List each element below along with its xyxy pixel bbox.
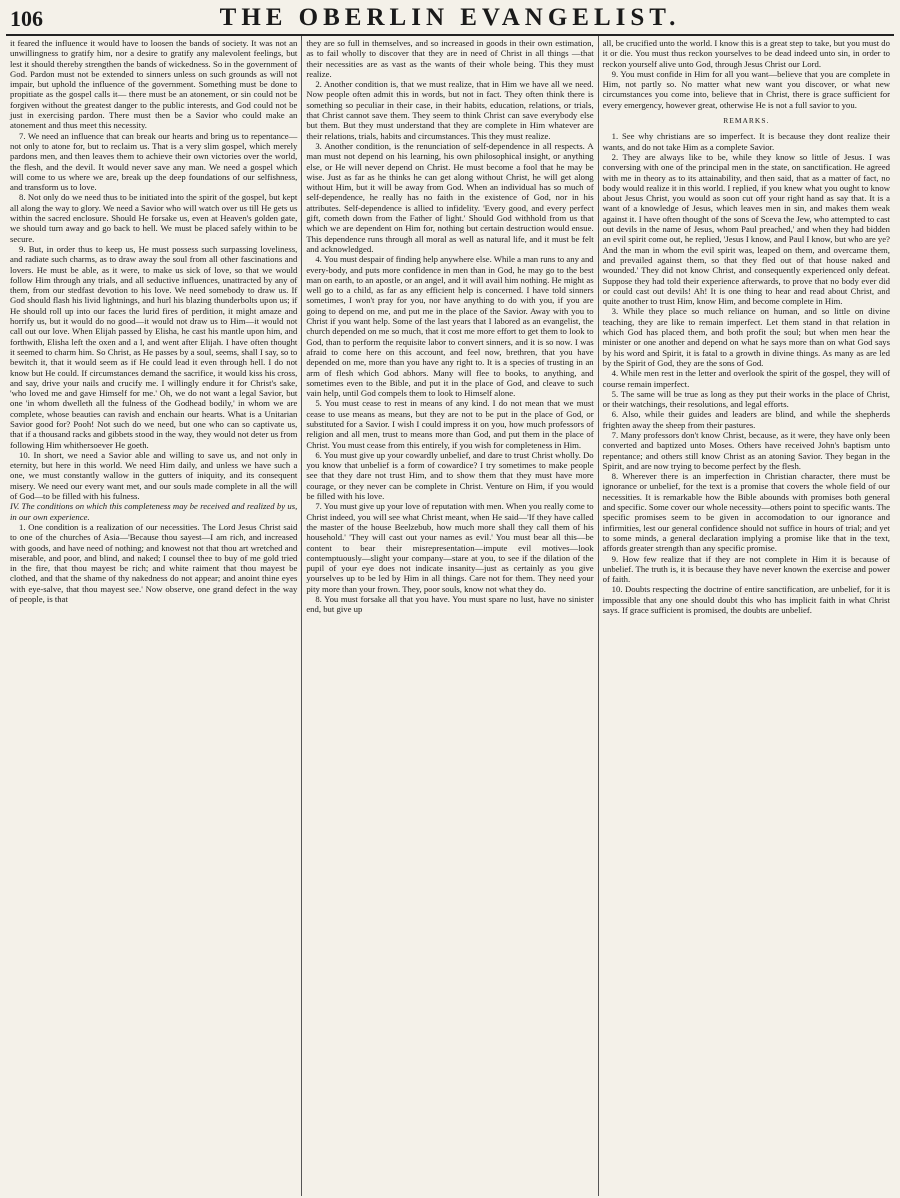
text-columns	[6, 36, 894, 1196]
paragraph: 8. You must forsake all that you have. You must spare no lust, have no sinister end, but give up	[306, 594, 594, 615]
paragraph: 9. But, in order thus to keep us, He must possess such surpassing loveliness, and radiate such charms, as to draw away the soul from all other fascinations and lovers. He must be able, as it were, to make us sick of love, so that we would follow Him through any trials, and all seductive influences, unattracted by any of them, from our stedfast devotion to his love. We need somebody to draw us. If God should flash his livid lightnings, and hurl his blazing thunderbolts upon us; if He should roll up into our faces the lurid fires of perdition, it might amaze and horrify us, but it would do no good—it would not draw us to Him—it would not call out our love. When Elijah passed by Elisha, he cast his mantle upon him, and forthwith, Elisha left the oxen and a l, and went after Elijah. I have often thought it seemed to charm him. So Christ, as He passes by a soul, seems, shall I say, so to bewitch it, that it would seem as if He could lead it even through hell. I do not know but He could. If circumstances demand the sacrifice, it would kiss his cross, and say, drive your nails and crucify me. I willingly endure it for Christ's sake, 'who loved me and gave Himself for me.' Oh, we do not want a legal Savior, but one 'in whom dwelleth all the fulness of the Godhead bodily,' in whom we are complete, whose beauties can ravish and enchain our hearts. What is a Unitarian Savior good for? Pooh! Not such do we need, but one who can so captivate us, that if a thousand racks and gibbets stood in the way, they would not deter us from following Him whithersoever He goeth.	[10, 243, 298, 450]
remarks-heading: REMARKS.	[723, 116, 770, 126]
paragraph: 4. You must despair of finding help anywhere else. While a man runs to any and every-body, and puts more confidence in men than in God, he may go to the best man on earth, to an apostle, or an angel, and it will avail him nothing. He might as well go to a child, as far as any efficient help is concerned. I have told sinners sometimes, I won't pray for you, nor have anything to do with you, if you are going to depend on me, and put me in the place of the Savior. Away with you to Christ if you want help. Some of the last years that I labored as an evangelist, the church depended on me so much, that it cost me more effort to get them to look to God, than to perform the requisite labor to convert sinners, and it is so now. I was afraid to come here on this account, and feel now, brethren, that you have depended on me, more than you have any right to. It is a species of trusting in an arm of flesh which God abhors. Many will flee to books, to anything, and sometimes even to the Bible, and put it in the place of God, and cleave to such vain help, until God compels them to look to Himself alone.	[306, 254, 594, 399]
journal-title: THE OBERLIN EVANGELIST.	[219, 4, 681, 31]
paragraph: 8. Not only do we need thus to be initiated into the spirit of the gospel, but kept all along the way to glory. We need a Savior who will watch over us till He gets us within the sacred enclosure. Should He forsake us, even at Heaven's golden gate, we should turn away and go back to hell. We must be placed safely within to be secure.	[10, 192, 298, 244]
paragraph: 8. Wherever there is an imperfection in Christian character, there must be ignorance or unbelief, for the text is a promise that covers the whole field of our necessities. It is remarkable how the Bible abounds with promises both general and specific. Some cover our whole necessity—others point to specific wants. The specific promises seem to be given in accomodation to our ignorance and infirmities, lest our general confidence should not suffice in hours of trial; and yet to some minds, a general declaration implying a promise like that in the text, affords greater strength than any specific promise.	[602, 471, 890, 554]
masthead	[6, 4, 894, 36]
paragraph: 9. How few realize that if they are not complete in Him it is because of unbelief. The truth is, it is because they have never known the exercise and power of faith.	[602, 553, 890, 585]
paragraph: 4. While men rest in the letter and overlook the spirit of the gospel, they will of course remain imperfect.	[602, 368, 890, 389]
section-heading: IV. The conditions on which this completeness may be received and realized by us, in our own experience.	[10, 501, 298, 522]
paragraph: 2. They are always like to be, while they know so little of Jesus. I was conversing with one of the principal men in the state, on sanctification. He agreed with me in theory as to its attainability, and then said, that as a matter of fact, no body would realize it in this world. I replied, if you knew what you ought to know about Jesus Christ, you would as soon cut off your right hand as say that. It is a want of a knowledge of Jesus, which leaves men in sin, and makes them weak against it. I have often thought of the sons of Sceva the Jew, who attempted to cast out devils in the name of Jesus, whom Paul preached,' and when they had bidden an evil spirit come out, he replied, 'Jesus I know, and Paul I know, but who are ye? And the man in whom the evil spirit was, leaped on them, and overcame them, and prevailed against them, so that they fled out of that house naked and wounded.' They did not know Christ, and consequently experienced only defeat. Suppose they had told their experience afterwards, to prove that no body ever did or could cast out devils! Ah! It is one thing to hear and read about Christ, and quite another to trust Him, know Him, and become complete in Him.	[602, 151, 890, 307]
paragraph: 3. Another condition, is the renunciation of self-dependence in all respects. A man must not depend on his learning, his own philosophical insight, or anything else, or He will never depend on Christ. He must become a fool that he may be wise. Just as far as he thinks he can get along without Christ, he will get along without Him, but it will be away from God. When an individual has so much of self-dependence, he really has no faith in the existence of God, nor in his attributes. Self-dependence is allied to infidelity. 'Every good, and every perfect gift, cometh down from the Father of light.' Should God withhold from us that which we are dependent on Him for, nothing but certain destruction would ensue. This dependence runs through all moral as well as natural life, and it must be felt and acknowledged.	[306, 140, 594, 254]
paragraph: 10. In short, we need a Savior able and willing to save us, and not only in eternity, but here in this world. We need Him daily, and unless we have such a one, we must constantly wallow in the gutters of iniquity, and its consequent misery. We need our every want met, and our souls made complete in all the will of God—to be filled with his fulness.	[10, 449, 298, 502]
paragraph: 1. One condition is a realization of our necessities. The Lord Jesus Christ said to one of the churches of Asia—'Because thou sayest—I am rich, and increased with goods, and have need of nothing; and knowest not that thou art wretched and miserable, and poor, and blind, and naked; I counsel thee to buy of me gold tried in the fire, that thou mayest be rich; and white raiment that thou mayest be clothed, and that the shame of thy nakedness do not appear; and anoint thine eyes with eye-salve, that thou mayest see.' Now observe, one grand defect in the way of people, is that	[10, 521, 298, 605]
paragraph: they are so full in themselves, and so increased in goods in their own estimation, as to fail wholly to discover that they are in need of Christ in all things —that their necessities are as vast as the wants of their whole being. This they must realize.	[306, 38, 594, 79]
paragraph: 2. Another condition is, that we must realize, that in Him we have all we need. Now people often admit this in words, but not in fact. They often think there is something so peculiar in their case, in their habits, education, relations, or trials, that Christ cannot save them. They seem to think Christ can save everybody else but them. But they must understand that they are complete in Him whatever are their relations, trials, habits and circumstances. This they must realize.	[306, 79, 594, 141]
column-left	[6, 36, 301, 1196]
paragraph: 7. We need an influence that can break our hearts and bring us to repentance—not only to atone for, but to reclaim us. That is a very slim gospel, which merely pardons men, and then leaves them to achieve their own victories over the world, the flesh, and the devil. It would never save any man. We need a gospel which will come to us where we are, break up the deep foundations of our selfishness, and transform us to love.	[10, 130, 298, 193]
paragraph: 3. While they place so much reliance on human, and so little on divine teaching, they are like to remain imperfect. Let them stand in that relation in which God has placed them, and both profit the soul; but when men hear the minister or one another and depend on what he says more than on what God says by his word and Spirit, it is fatal to a growth in divine things. As many as are led by the Spirit of God, they are the sons of God.	[602, 306, 890, 368]
paragraph: 10. Doubts respecting the doctrine of entire sanctification, are unbelief, for it is impossible that any one should doubt this who has implicit faith in what Christ says. If grace sufficient is promised, the doubts are unbelief.	[602, 584, 890, 616]
paragraph: 5. The same will be true as long as they put their works in the place of Christ, or their watchings, their resolutions, and legal efforts.	[602, 388, 890, 410]
page-number: 106	[10, 6, 43, 31]
paragraph: 7. You must give up your love of reputation with men. When you really come to Christ indeed, you will see what Christ meant, when He said—'If they have called the master of the house Beelzebub, how much more shall they call them of his household.' 'They will cast out your names as evil.' You must bear all this—be content to bear their misrepresentation—impute evil motives—look contemptuously—slight your company—stare at you, to see if the dilation of the pupil of your eye does not indicate insanity—just as certainly as you give yourselves up to be led by Him in all things. Care not for them. They need your pity more than your frown. They, poor souls, know not what they do.	[306, 501, 594, 594]
paragraph: 5. You must cease to rest in means of any kind. I do not mean that we must cease to use means as means, but they are not to be put in the place of God, or substituted for a Savior. I wish I could impress it on you, how much professors of religion and all men, trust to means more than God, and put them in the place of Christ. You must cease from this entirely, if you wish for completeness in Him.	[306, 398, 594, 450]
paragraph: 1. See why christians are so imperfect. It is because they dont realize their wants, and do not take Him as a complete Savior.	[602, 131, 890, 152]
column-middle	[301, 36, 597, 1196]
paragraph: it feared the influence it would have to loosen the bands of society. It was not an unwillingness to gratify him, nor a desire to gratify any malevolent feelings, but lest it should thereby strengthen the bands of wickedness. So in the government of God. Pardon must not be extended to sinners unless on such grounds as will not impair, but uphold the influence of the government. Something must be done to propitiate as the gospel calls it— there must be an atonement, or sin could not be forgiven without the greatest danger to the public interests, and God could not be just in exercising pardon. There must then be a Savior who could make an atonement and thus meet this necessity.	[10, 38, 298, 131]
paragraph: 6. Also, while their guides and leaders are blind, and while the shepherds frighten away the sheep from their pastures.	[602, 409, 890, 430]
paragraph: 7. Many professors don't know Christ, because, as it were, they have only been converted and baptized unto Moses. Others have received John's baptism unto repentance; and others still know Christ as an atoning Savior. They began in the Spirit, and are now trying to become perfect by the flesh.	[602, 429, 890, 471]
paragraph: all, be crucified unto the world. I know this is a great step to take, but you must do it or die. You must thus reckon yourselves to be dead indeed unto sin, in order to reckon yourself alive unto God, through Jesus Christ our Lord.	[602, 38, 890, 69]
column-right	[598, 36, 894, 1196]
paragraph: 6. You must give up your cowardly unbelief, and dare to trust Christ wholly. Do you know that unbelief is a form of cowardice? I try sometimes to make people see that they dare not trust Him, and to show them that they must have more courage, or they never can be complete in Christ. Venture on Him, if you would be filled with his love.	[306, 449, 594, 502]
paragraph: 9. You must confide in Him for all you want—believe that you are complete in Him, not partly so. No matter what new want you discover, or what new circumstances you come into, believe that in Christ, there is grace sufficient for every emergency, however great, otherwise He is not a full savior to you.	[602, 68, 890, 110]
